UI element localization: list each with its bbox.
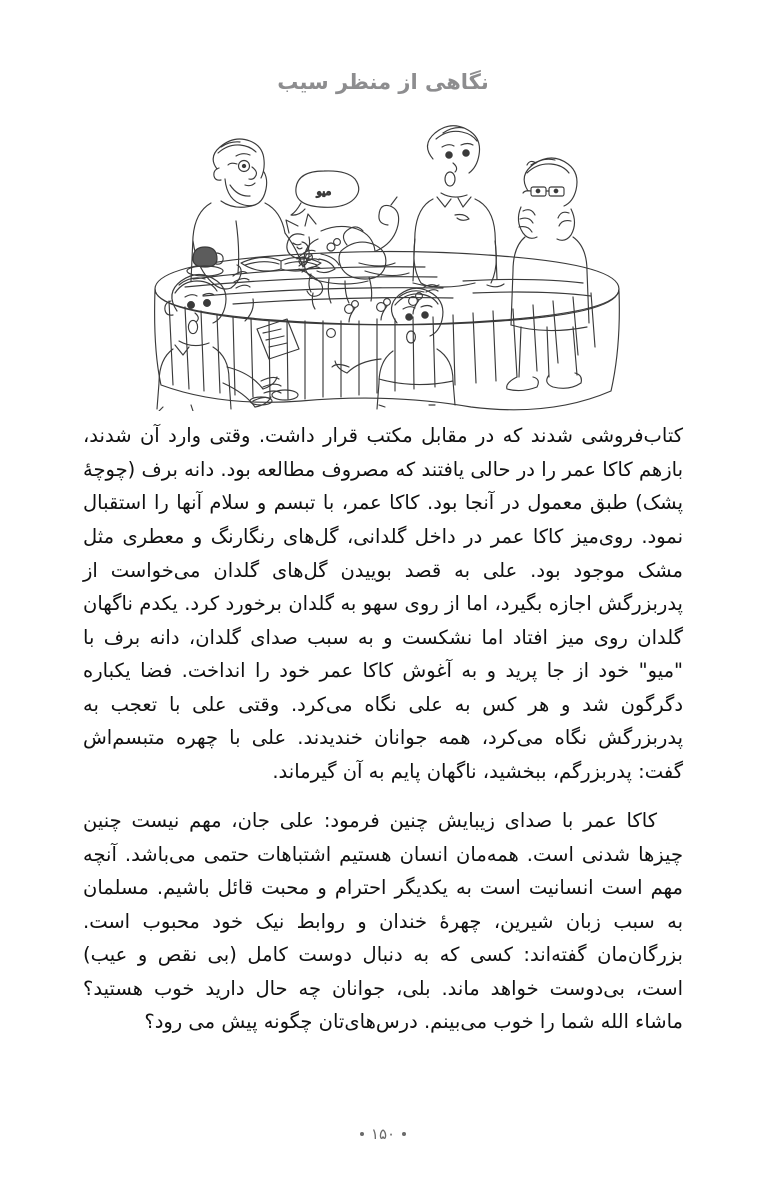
footer-dot-right (360, 1132, 364, 1136)
page-title: نگاهی از منظر سیب (277, 70, 489, 94)
page-footer (0, 1125, 766, 1144)
speech-bubble-text: میو (316, 185, 332, 199)
body-text (83, 419, 683, 1039)
figure-boy-center (332, 289, 455, 410)
figure-boy-glasses (507, 158, 589, 391)
paragraph-1: کتاب‌فروشی شدند که در مقابل مکتب قرار داشت. وقتی وارد آن شدند، بازهم کاکا عمر را در حالی یافتند که مصروف مطالعه بود. دانه برف (چوچهٔ پشک) طبق معمول در آنجا بود. کاکا عمر، با تبسم و سلام آنها را استقبال نمود. روی‌میز کاکا عمر در داخل گلدانی، گل‌های رنگارنگ و معطری مثل مشک موجود بود. علی به قصد بوییدن گل‌های گلدان می‌خواست از پدربزرگش اجازه بگیرد، اما از روی سهو به گلدان برخورد کرد. یکدم ناگهان گلدان روی میز افتاد اما نشکست و به سبب صدای گلدان، دانه برف با "میو" خود از جا پرید و به آغوش کاکا عمر خود را انداخت. فضا یکباره دگرگون شد و هر کس به علی نگاه می‌کرد. وقتی علی با تعجب به پدربزرگش نگاه می‌کرد، همه جوانان خندیدند. علی با چهره متبسم‌اش گفت: پدربزرگم، ببخشید، ناگهان پایم به آن گیرماند. (83, 424, 683, 783)
chapter-illustration (133, 111, 633, 411)
paragraph-2: کاکا عمر با صدای زیبایش چنین فرمود: علی جان، مهم نیست چنین چیزها شدنی است. همه‌مان انسان هستیم اشتباهات حتمی می‌باشد. آنچه مهم است انسانیت است به یکدیگر احترام و محبت قائل باشیم. مسلمان به سبب زبان شیرین، چهرهٔ خندان و روابط نیک خود محبوب است. بزرگان‌مان گفته‌اند: کسی که به دنبال دوست کامل (بی نقص و عیب) است، بی‌دوست خواهد ماند. بلی، جوانان چه حال دارید خوب هستید؟ ماشاء الله شما را خوب می‌بینم. درس‌های‌تان چگونه پیش می رود؟ (83, 809, 683, 1034)
page-number: ۱۵۰ (370, 1125, 396, 1143)
footer-dot-left (402, 1132, 406, 1136)
illustration-drawing (133, 111, 633, 411)
figure-boy-standing-back (413, 126, 504, 292)
speech-bubble (291, 171, 359, 215)
